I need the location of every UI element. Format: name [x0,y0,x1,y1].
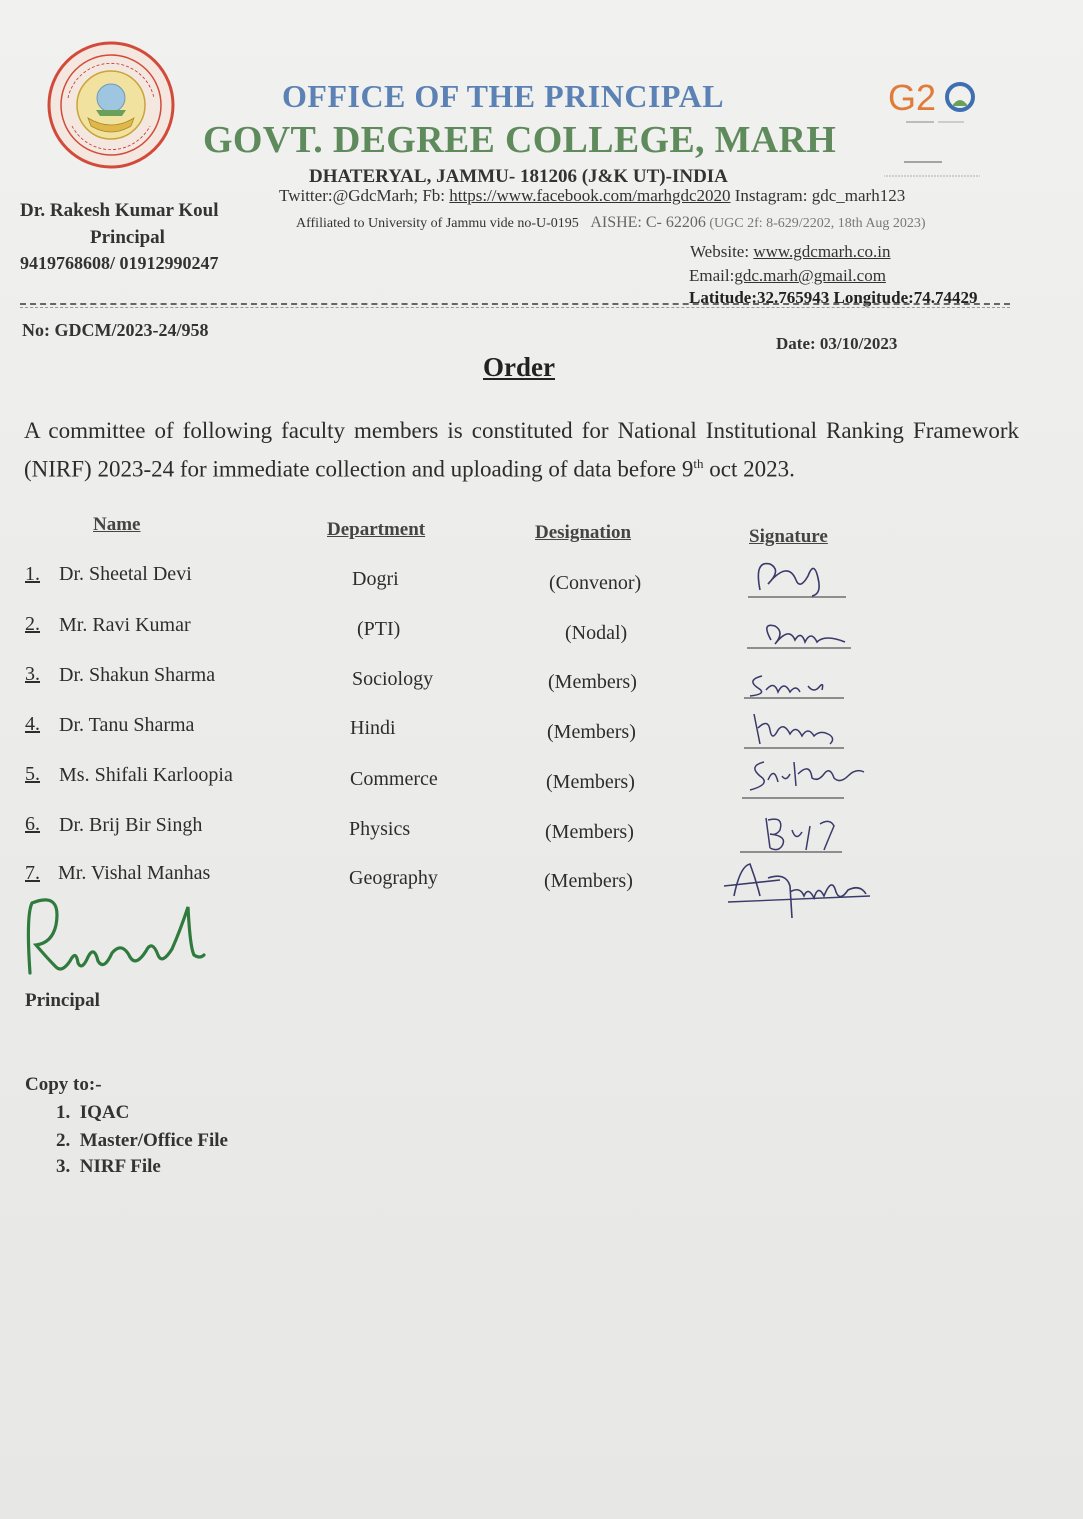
member-name: Dr. Sheetal Devi [59,563,192,585]
signature-1 [748,550,848,600]
affiliation-line [296,214,926,232]
principal-phone: 9419768608/ 01912990247 [20,253,219,273]
member-name: Mr. Ravi Kumar [59,614,191,636]
signature-6 [740,810,850,856]
member-designation: (Members) [546,771,635,793]
row-number: 4. [25,713,40,735]
order-body-sup: th [693,456,704,471]
website-label: Website: [690,242,754,261]
facebook-link[interactable]: https://www.facebook.com/marhgdc2020 [449,186,731,205]
header-divider-secondary [20,307,1010,308]
row-number: 5. [25,763,40,785]
website-link[interactable]: www.gdcmarh.co.in [753,242,891,261]
email-label: Email: [689,266,735,285]
principal-signature-label: Principal [25,990,100,1011]
copy-to-heading: Copy to:- [25,1074,102,1095]
principal-title: Principal [90,227,165,248]
row-number: 1. [25,563,40,585]
member-designation: (Members) [544,870,633,892]
principal-signature [22,895,207,985]
office-title: OFFICE OF THE PRINCIPAL [282,78,725,114]
member-department: Physics [349,818,411,840]
member-department: Sociology [352,668,434,690]
email-link[interactable]: gdc.marh@gmail.com [734,266,886,285]
member-department: Geography [349,867,438,889]
member-designation: (Nodal) [565,622,628,644]
member-department: (PTI) [357,618,401,640]
member-designation: (Convenor) [549,572,642,594]
order-body [24,414,1019,486]
affiliation-text: Affiliated to University of Jammu vide no-U-0195 [296,216,579,231]
member-name: Dr. Brij Bir Singh [59,814,203,836]
row-number: 3. [25,663,40,685]
signature-4 [744,708,848,752]
aishe-code: AISHE: C- 62206 [590,214,706,231]
signature-2 [745,616,855,652]
principal-name: Dr. Rakesh Kumar Koul [20,200,219,221]
social-prefix: Twitter:@GdcMarh; Fb: [279,186,450,205]
copy-item-label: IQAC [79,1102,130,1123]
member-name: Dr. Tanu Sharma [59,714,195,736]
copy-item-number: 2. [56,1130,71,1151]
copy-item-label: NIRF File [79,1156,161,1177]
copy-item-number: 3. [56,1156,71,1177]
college-address: DHATERYAL, JAMMU- 181206 (J&K UT)-INDIA [309,166,728,187]
copy-item-number: 1. [56,1102,71,1123]
order-body-end: oct 2023. [703,456,795,482]
member-department: Commerce [350,768,438,790]
college-seal-logo [46,40,176,170]
signature-7 [720,856,880,922]
reference-number: No: GDCM/2023-24/958 [22,320,209,340]
order-date: Date: 03/10/2023 [776,334,898,353]
g20-logo [884,72,980,182]
member-designation: (Members) [547,721,636,743]
college-name: GOVT. DEGREE COLLEGE, MARH [203,119,837,161]
header-designation: Designation [535,522,632,543]
member-name: Mr. Vishal Manhas [58,862,211,884]
member-designation: (Members) [548,671,637,693]
header-signature: Signature [749,526,828,547]
social-suffix: Instagram: gdc_marh123 [730,186,906,205]
member-designation: (Members) [545,821,634,843]
social-links [279,186,905,206]
copy-item [56,1130,228,1152]
lat-long: Latitude:32.765943 Longitude:74.74429 [689,288,978,307]
website-line [690,242,891,262]
header-name: Name [93,514,141,535]
order-body-text: A committee of following faculty members is constituted for National Institutional Ranking Framework (NIRF) 2023-24 for immediate collection and uploading of data before 9 [24,418,1019,482]
copy-item-label: Master/Office File [79,1130,228,1151]
member-name: Dr. Shakun Sharma [59,664,216,686]
member-department: Dogri [352,568,399,590]
email-line [689,266,886,286]
ugc-ref: (UGC 2f: 8-629/2202, 18th Aug 2023) [709,216,926,231]
order-heading: Order [483,352,555,382]
svg-text:G2: G2 [888,77,937,118]
row-number: 2. [25,613,40,635]
member-department: Hindi [350,717,396,739]
member-name: Ms. Shifali Karloopia [59,764,233,786]
copy-item [56,1156,161,1178]
signature-3 [744,666,848,702]
header-department: Department [327,519,426,540]
row-number: 7. [25,862,40,884]
copy-item [56,1102,129,1124]
signature-5 [740,752,870,802]
row-number: 6. [25,813,40,835]
header-divider [20,303,1010,305]
